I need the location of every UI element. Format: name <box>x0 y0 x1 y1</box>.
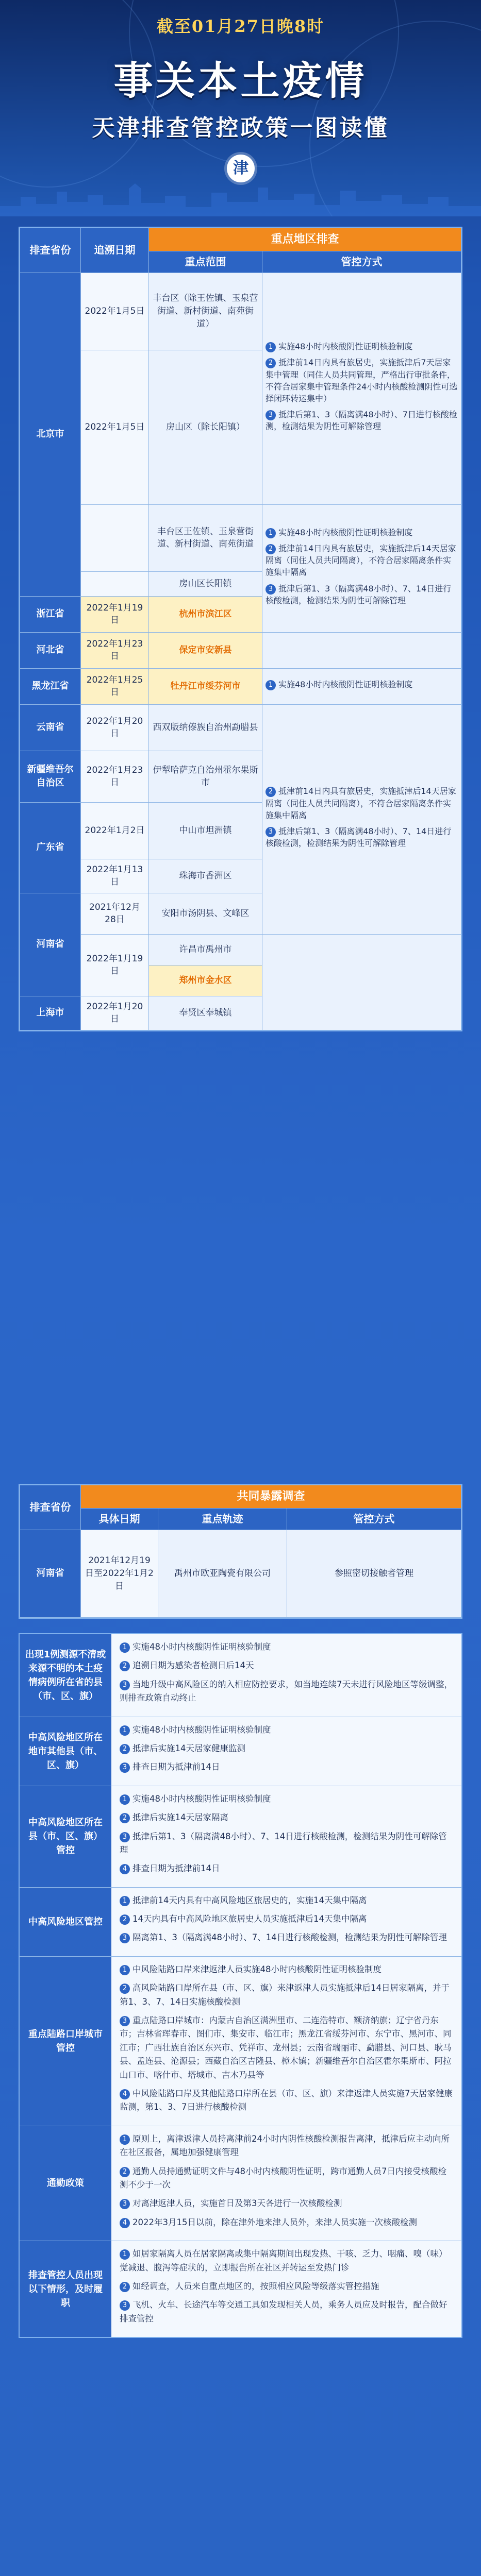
key-area-group-header: 重点地区排查 <box>149 228 461 251</box>
measure-cell <box>262 934 461 1030</box>
rule-item: 1 如居家隔离人员在居家隔离或集中隔离期间出现发热、干咳、乏力、咽痛、嗅（味）觉减退、腹泻等症状的，立即报告所在社区并转运至发热门诊 <box>120 2249 447 2273</box>
rule-item: 1 实施48小时内核酸阴性证明核验制度 <box>120 1723 453 1737</box>
rule-label: 重点陆路口岸城市管控 <box>20 1957 111 2126</box>
co-exposure-table-card <box>19 1484 462 1619</box>
rule-detail <box>111 1717 461 1786</box>
co-exposure-table <box>20 1485 461 1618</box>
measure-cell: 1 实施48小时内核酸阴性证明核验制度 <box>262 668 461 704</box>
measure-cell: 2 抵津前14日内具有旅居史，实施抵津后14天居家隔离（同住人员共同隔离），不符合居家隔离条件实施集中隔离 3 抵津后第1、3（隔离满48小时）、7、14日进行核酸检测，检测结果为阴性可解除管理 <box>262 704 461 934</box>
table-row <box>20 1530 461 1617</box>
measure-cell <box>262 632 461 668</box>
province-cell: 北京市 <box>20 273 81 596</box>
area-cell: 奉贤区奉城镇 <box>149 996 262 1030</box>
item-number-icon: 3 <box>120 1933 130 1943</box>
rule-item: 1 中风险陆路口岸来津返津人员实施48小时内核酸阴性证明核验制度 <box>120 1963 453 1976</box>
track-cell: 禹州市欧亚陶瓷有限公司 <box>158 1530 287 1617</box>
rule-item: 3 重点陆路口岸城市：内蒙古自治区满洲里市、二连浩特市、额济纳旗；辽宁省丹东市；吉林省珲春市、图们市、集安市、临江市；黑龙江省绥芬河市、东宁市、黑河市、同江市；广西壮族自治区东兴市、凭祥市、龙州县；云南省瑞丽市、勐腊县、河口县、耿马县、孟连县、沧源县；西藏自治区吉隆县、樟木镇；新疆维吾尔自治区霍尔果斯市、阿拉山口市、喀什市、塔城市、吉木乃县等 <box>120 2015 452 2080</box>
area-cell: 房山区长阳镇 <box>149 571 262 596</box>
key-area-table <box>20 228 461 1030</box>
rule-item: 2 通勤人员持通勤证明文件与48小时内核酸阴性证明，跨市通勤人员7日内接受核酸检测不少于一次 <box>120 2166 446 2190</box>
province-cell: 浙江省 <box>20 596 81 632</box>
date-cell: 2021年12月28日 <box>81 893 149 934</box>
rule-item: 2 抵津后实施14天居家隔离 <box>120 1811 453 1824</box>
item-number-icon: 1 <box>120 1896 130 1906</box>
date-cell: 2022年1月5日 <box>81 350 149 504</box>
area-cell: 安阳市汤阴县、文峰区 <box>149 893 262 934</box>
item-number-icon: 4 <box>120 2089 130 2099</box>
area-cell: 丰台区王佐镇、玉泉营街道、新村街道、南苑街道 <box>149 504 262 571</box>
rule-detail <box>111 1786 461 1887</box>
item-number-icon: 3 <box>120 1762 130 1773</box>
item-number-icon: 1 <box>120 2134 130 2145</box>
col-area-header: 重点范围 <box>149 251 262 273</box>
province-cell: 河南省 <box>20 1530 81 1617</box>
col-date-header: 具体日期 <box>81 1508 158 1530</box>
table-row <box>20 504 461 571</box>
key-area-table-card <box>19 227 462 1031</box>
province-cell: 上海市 <box>20 996 81 1030</box>
rule-item: 2 抵津后实施14天居家健康监测 <box>120 1742 453 1755</box>
rule-label: 出现1例测源不清或来源不明的本土疫情病例所在省的县（市、区、旗） <box>20 1634 111 1717</box>
date-cell: 2022年1月25日 <box>81 668 149 704</box>
rule-item: 3 当地升级中高风险区的纳入相应防控要求，如当地连续7天未进行风险地区等级调整，则排查政策自动终止 <box>120 1679 453 1703</box>
date-cell <box>81 504 149 571</box>
rule-item: 3 排查日期为抵津前14日 <box>120 1760 453 1774</box>
col-measure-header: 管控方式 <box>262 251 461 273</box>
province-cell: 广东省 <box>20 802 81 893</box>
rule-item: 1 抵津前14天内具有中高风险地区旅居史的，实施14天集中隔离 <box>120 1894 453 1907</box>
poster-header <box>0 0 481 216</box>
rule-item: 3 隔离第1、3（隔离满48小时）、7、14日进行核酸检测，检测结果为阴性可解除管理 <box>120 1931 453 1944</box>
col-track-header: 重点轨迹 <box>158 1508 287 1530</box>
rule-row <box>20 1786 461 1887</box>
rule-item: 2 如经调查，人员来自重点地区的，按照相应风险等级落实管控措施 <box>120 2280 453 2293</box>
rule-detail <box>111 1957 461 2126</box>
table-row <box>20 668 461 704</box>
area-cell: 房山区（除长阳镇） <box>149 350 262 504</box>
date-cell: 2022年1月19日 <box>81 596 149 632</box>
rule-label: 中高风险地区所在地市其他县（市、区、旗） <box>20 1717 111 1786</box>
item-number-icon: 1 <box>120 1642 130 1653</box>
item-number-icon: 2 <box>120 1744 130 1754</box>
item-number-icon: 3 <box>120 2199 130 2209</box>
date-cell: 2022年1月23日 <box>81 632 149 668</box>
rule-item: 2 14天内具有中高风险地区旅居史人员实施抵津后14天集中隔离 <box>120 1912 453 1926</box>
rule-detail <box>111 2126 461 2241</box>
item-number-icon: 3 <box>120 2300 130 2311</box>
item-number-icon: 3 <box>120 1832 130 1842</box>
rule-row <box>20 1717 461 1786</box>
area-cell: 中山市坦洲镇 <box>149 802 262 859</box>
skyline-icon <box>0 181 481 216</box>
rule-item: 1 原则上，离津返津人员持离津前24小时内阴性核酸检测报告离津，抵津后应主动向所在社区报备，属地加强健康管理 <box>120 2133 450 2158</box>
measure-cell: 1 实施48小时内核酸阴性证明核验制度 2 抵津前14日内具有旅居史，实施抵津后14天居家隔离（同住人员共同隔离），不符合居家隔离条件实施集中隔离 3 抵津后第1、3（隔离满48小时）、7、14日进行核酸检测，检测结果为阴性可解除管理 <box>262 504 461 632</box>
item-number-icon: 2 <box>120 1984 130 1994</box>
rule-label: 排查管控人员出现以下情形，及时履职 <box>20 2241 111 2337</box>
rule-item: 3 对离津返津人员，实施首日及第3天各进行一次核酸检测 <box>120 2197 453 2210</box>
rule-item: 4 中风险陆路口岸及其他陆路口岸所在县（市、区、旗）来津返津人员实施7天居家健康监测，第1、3、7日进行核酸检测 <box>120 2088 453 2112</box>
date-cell: 2022年1月19日 <box>81 934 149 996</box>
item-number-icon: 1 <box>120 2249 130 2260</box>
province-cell: 河北省 <box>20 632 81 668</box>
col-province-header: 排查省份 <box>20 228 81 273</box>
date-cell: 2022年1月23日 <box>81 751 149 802</box>
rule-item: 2 高风险陆路口岸所在县（市、区、旗）来津返津人员实施抵津后14日居家隔离，并于第1、3、7、14日实施核酸检测 <box>120 1983 450 2007</box>
page-title: 事关本土疫情 <box>113 58 368 104</box>
table-row <box>20 273 461 350</box>
area-cell: 许昌市禹州市 <box>149 934 262 965</box>
item-number-icon: 1 <box>120 1965 130 1975</box>
item-number-icon: 4 <box>120 2218 130 2228</box>
rule-row <box>20 2126 461 2241</box>
rule-row <box>20 1887 461 1956</box>
cutoff-time: 截至01月27日晚8时 <box>156 16 325 36</box>
item-number-icon: 2 <box>120 2167 130 2177</box>
area-cell: 珠海市香洲区 <box>149 859 262 893</box>
rule-label: 中高风险地区所在县（市、区、旗）管控 <box>20 1786 111 1887</box>
rule-item: 4 排查日期为抵津前14日 <box>120 1862 453 1875</box>
col-date-header: 追溯日期 <box>81 228 149 273</box>
page-subtitle: 天津排查管控政策一图读懂 <box>92 115 389 141</box>
item-number-icon: 2 <box>120 1661 130 1671</box>
date-cell <box>81 571 149 596</box>
date-cell: 2022年1月2日 <box>81 802 149 859</box>
rule-item: 1 实施48小时内核酸阴性证明核验制度 <box>120 1792 453 1806</box>
area-cell: 牡丹江市绥芬河市 <box>149 668 262 704</box>
area-cell: 丰台区（除王佐镇、玉泉营街道、新村街道、南苑街道） <box>149 273 262 350</box>
co-exposure-group-header: 共同暴露调查 <box>81 1485 461 1509</box>
measure-cell: 参照密切接触者管理 <box>287 1530 461 1617</box>
item-number-icon: 2 <box>120 1914 130 1925</box>
date-cell: 2022年1月20日 <box>81 704 149 751</box>
col-measure-header: 管控方式 <box>287 1508 461 1530</box>
province-cell: 黑龙江省 <box>20 668 81 704</box>
rule-item: 4 2022年3月15日以前，除在津外地来津人员外，来津人员实施一次核酸检测 <box>120 2216 453 2229</box>
province-cell: 新疆维吾尔自治区 <box>20 751 81 802</box>
province-cell: 云南省 <box>20 704 81 751</box>
area-cell: 杭州市滨江区 <box>149 596 262 632</box>
measure-cell: 1 实施48小时内核酸阴性证明核验制度 2 抵津前14日内具有旅居史，实施抵津后7天居家集中管理（同住人员共同管理，严格出行审批条件，不符合居家集中管理条件24小时内核酸检测阴性可选择闭环转运集中） 3 抵津后第1、3（隔离满48小时）、7日进行核酸检测，检测结果为阴性可解除管理 <box>262 273 461 504</box>
date-cell: 2021年12月19日至2022年1月2日 <box>81 1530 158 1617</box>
rule-row <box>20 1956 461 2126</box>
rule-detail <box>111 1888 461 1956</box>
rule-item: 2 追溯日期为感染者检测日后14天 <box>120 1659 453 1672</box>
rules-grid <box>19 1633 462 2338</box>
item-number-icon: 2 <box>120 1813 130 1823</box>
area-cell: 伊犁哈萨克自治州霍尔果斯市 <box>149 751 262 802</box>
rule-detail <box>111 2241 461 2337</box>
item-number-icon: 4 <box>120 1864 130 1874</box>
logo-badge: 津 <box>227 155 255 182</box>
table-row <box>20 704 461 751</box>
item-number-icon: 1 <box>120 1794 130 1805</box>
rule-row <box>20 2241 461 2337</box>
rule-row <box>20 1634 461 1717</box>
item-number-icon: 3 <box>120 1680 130 1690</box>
province-cell: 河南省 <box>20 893 81 996</box>
rule-detail <box>111 1634 461 1717</box>
table-row <box>20 632 461 668</box>
area-cell: 保定市安新县 <box>149 632 262 668</box>
area-cell: 郑州市金水区 <box>149 965 262 996</box>
table-row <box>20 934 461 965</box>
area-cell: 西双版纳傣族自治州勐腊县 <box>149 704 262 751</box>
item-number-icon: 2 <box>120 2282 130 2292</box>
rule-label: 通勤政策 <box>20 2126 111 2241</box>
rule-item: 1 实施48小时内核酸阴性证明核验制度 <box>120 1640 453 1654</box>
date-cell: 2022年1月5日 <box>81 273 149 350</box>
rule-item: 3 飞机、火车、长途汽车等交通工具如发现相关人员，乘务人员应及时报告，配合做好排查管控 <box>120 2300 447 2324</box>
date-cell: 2022年1月13日 <box>81 859 149 893</box>
rule-item: 3 抵津后第1、3（隔离满48小时）、7、14日进行核酸检测，检测结果为阴性可解除管理 <box>120 1831 447 1855</box>
item-number-icon: 1 <box>120 1725 130 1736</box>
rule-label: 中高风险地区管控 <box>20 1888 111 1956</box>
item-number-icon: 3 <box>120 2016 130 2026</box>
date-cell: 2022年1月20日 <box>81 996 149 1030</box>
col-province-header: 排查省份 <box>20 1485 81 1530</box>
